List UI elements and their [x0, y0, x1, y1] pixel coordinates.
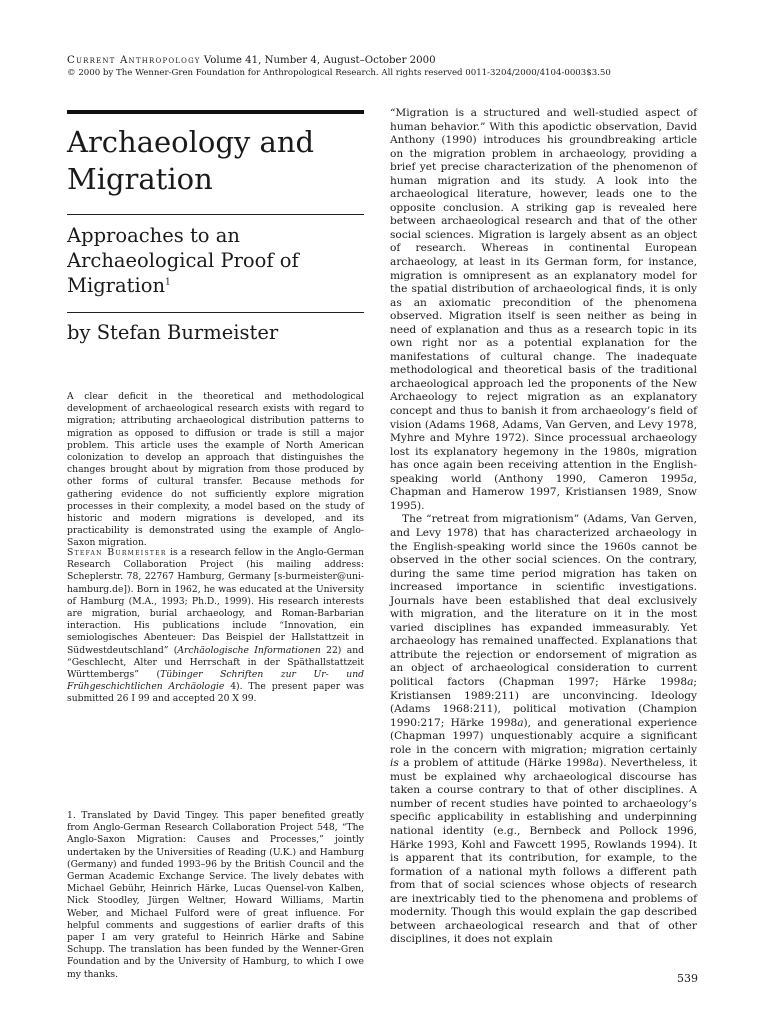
body-p2-italic-3: is — [390, 757, 399, 770]
bio-text-2: 22) and “Geschlecht, Alter und Herrschaft in der Späthallstattzeit Württembergs” ( — [67, 644, 365, 681]
journal-name: Current Anthropology — [67, 55, 201, 66]
body-p2-italic-2: a — [517, 716, 524, 729]
bio-text-3: 4). The present paper was submitted 26 I 99 and accepted 20 X 99. — [67, 681, 364, 705]
page-number: 539 — [677, 972, 698, 985]
body-p2-text-a: The “retreat from migrationism” (Adams, Van Gerven, and Levy 1978) that has characterized archaeology in the English-speaking world since the 1960s cannot be observed in the other social sciences. On the contrary, during the same time period migration has taken on increased importance in scientific investigations. Journals have been established that deal exclusively with migration, and the literature on it in the most varied disciplines has expanded immeasurably. Yet archaeology has remained unaffected. Explanations that attribute the rejection or endorsement of migration as an object of archaeological consideration to current political factors (Chapman 1997; Härke 1998 — [390, 513, 697, 688]
bio-publication-1: Archäologische Informationen — [177, 644, 321, 656]
byline: by Stefan Burmeister — [67, 321, 279, 344]
body-p2-italic-4: a — [592, 757, 600, 770]
body-paragraph-1 — [390, 107, 697, 513]
body-column — [390, 107, 697, 947]
body-p1-text-end: , Chapman and Hamerow 1997, Kristiansen 1989, Snow 1995). — [390, 472, 697, 512]
body-p1-text: “Migration is a structured and well-studied aspect of human behavior.” With this apodictic observation, David Anthony (1990) introduces his groundbreaking article on the migration problem in archaeology, providing a brief yet precise characterization of the phenomenon of human migration and its study. A look into the archaeological literature, however, leads one to the opposite conclusion. A striking gap is revealed here between archaeological research and that of the other social sciences. Migration is largely absent as an object of research. Whereas in continental European archaeology, at least in its German form, for instance, migration is omnipresent as an explanatory model for the spatial distribution of archaeological finds, it is only as an axiomatic precondition of the phenomena observed. Migration itself is seen neither as being in need of explanation and thus as a research topic in its own right nor as a potential explanation for the manifestations of cultural change. The inadequate methodological and theoretical basis of the traditional archaeological approach led the proponents of the New Archaeology to reject migration as an explanatory concept and thus to banish it from archaeology’s field of vision (Adams 1968, Adams, Van Gerven, and Levy 1978, Myhre and Myhre 1972). Since processual archaeology lost its explanatory hegemony in the 1980s, migration has once again been receiving attention in the English-speaking world (Anthony 1990, Cameron 1995 — [390, 107, 697, 485]
bio-publication-2: Tübinger Schriften zur Ur- und Frühgeschichtlichen Archäologie — [67, 669, 364, 693]
article-subtitle — [67, 223, 364, 298]
title-block — [67, 110, 364, 346]
body-paragraph-2 — [390, 513, 697, 947]
body-p2-italic-1: a — [687, 675, 694, 688]
journal-issue: Volume 41, Number 4, August–October 2000 — [203, 55, 436, 66]
footnote-1: 1. Translated by David Tingey. This paper benefited greatly from Anglo-German Research Collaboration Project 548, “The Anglo-Saxon Migration: Causes and Processes,” jointly undertaken by the Universities of Reading (U.K.) and Hamburg (Germany) and funded 1993–96 by the British Council and the German Academic Exchange Service. The lively debates with Michael Gebühr, Heinrich Härke, Lucas Quensel-von Kalben, Nick Stoodley, Jürgen Weltner, Howard Williams, Martin Weber, and Michael Fulford were of great influence. For helpful comments and suggestions of earlier drafts of this paper I am very grateful to Heinrich Härke and Sabine Schupp. The translation has been funded by the Wenner-Gren Foundation and by the University of Hamburg, to which I owe my thanks. — [67, 810, 364, 980]
body-p2-text-d: a problem of attitude (Härke 1998 — [398, 757, 593, 770]
body-p2-text-c: ), and generational experience (Chapman 1997) unquestionably acquire a significant role in the concern with migration; migration certainly — [390, 716, 697, 756]
abstract: A clear deficit in the theoretical and methodological development of archaeological research exists with regard to migration; attributing archaeological distribution patterns to migration as opposed to diffusion or trade is still a major problem. This article uses the example of North American colonization to develop an approach that distinguishes the changes brought about by migration from those produced by other forms of cultural transfer. Because methods for gathering evidence do not sufficiently explore migration processes in their complexity, a model based on the study of historic and modern migrations is developed, and its practicability is demonstrated using the example of Anglo-Saxon migration. — [67, 391, 364, 549]
bio-author-name: Stefan Burmeister — [67, 547, 167, 558]
bio-text: is a research fellow in the Anglo-German Research Collaboration Project (his mailing address: Scheplerstr. 78, 22767 Hamburg, Germany [s-burmeister@uni-hamburg.de]). Born in 1962, he was educated at the University of Hamburg (M.A., 1993; Ph.D., 1999). His research interests are migration, burial archaeology, and Roman-Barbarian interaction. His publications include “Innovation, ein semiologisches Abenteuer: Das Beispiel der Hallstattzeit in Südwestdeutschland” ( — [67, 547, 365, 656]
body-p2-text-e: ). Nevertheless, it must be explained why archaeological discourse has taken a course contrary to that of other disciplines. A number of recent studies have pointed to archaeology’s specific applicability in establishing and underpinning national identity (e.g., Bernbeck and Pollock 1996, Härke 1993, Kohl and Fawcett 1995, Rowlands 1994). It is apparent that its contribution, for example, to the formation of a national myth follows a different path from that of social sciences whose objects of research are inextricably tied to the phenomena and problems of modernity. Though this would explain the gap described between archaeological research and that of other disciplines, it does not explain — [390, 757, 697, 946]
subtitle-text: Approaches to an Archaeological Proof of Migration — [67, 224, 299, 297]
body-p1-italic: a — [687, 472, 694, 485]
title-rule — [67, 110, 364, 114]
subtitle-rule — [67, 214, 364, 215]
copyright-line: © 2000 by The Wenner-Gren Foundation for Anthropological Research. All rights reserved 0011-3204/2000/4104-0003$3.50 — [67, 68, 611, 78]
body-p2-text-b: ; Kristiansen 1989:211) are unconvincing. Ideology (Adams 1968:211), political motivation (Champion 1990:217; Härke 1998 — [390, 675, 697, 729]
byline-rule — [67, 312, 364, 313]
subtitle-footnote-marker: 1 — [165, 277, 171, 288]
article-title: Archaeology and Migration — [67, 125, 315, 196]
author-bio — [67, 547, 364, 706]
journal-header — [67, 55, 707, 79]
journal-citation — [67, 55, 707, 67]
